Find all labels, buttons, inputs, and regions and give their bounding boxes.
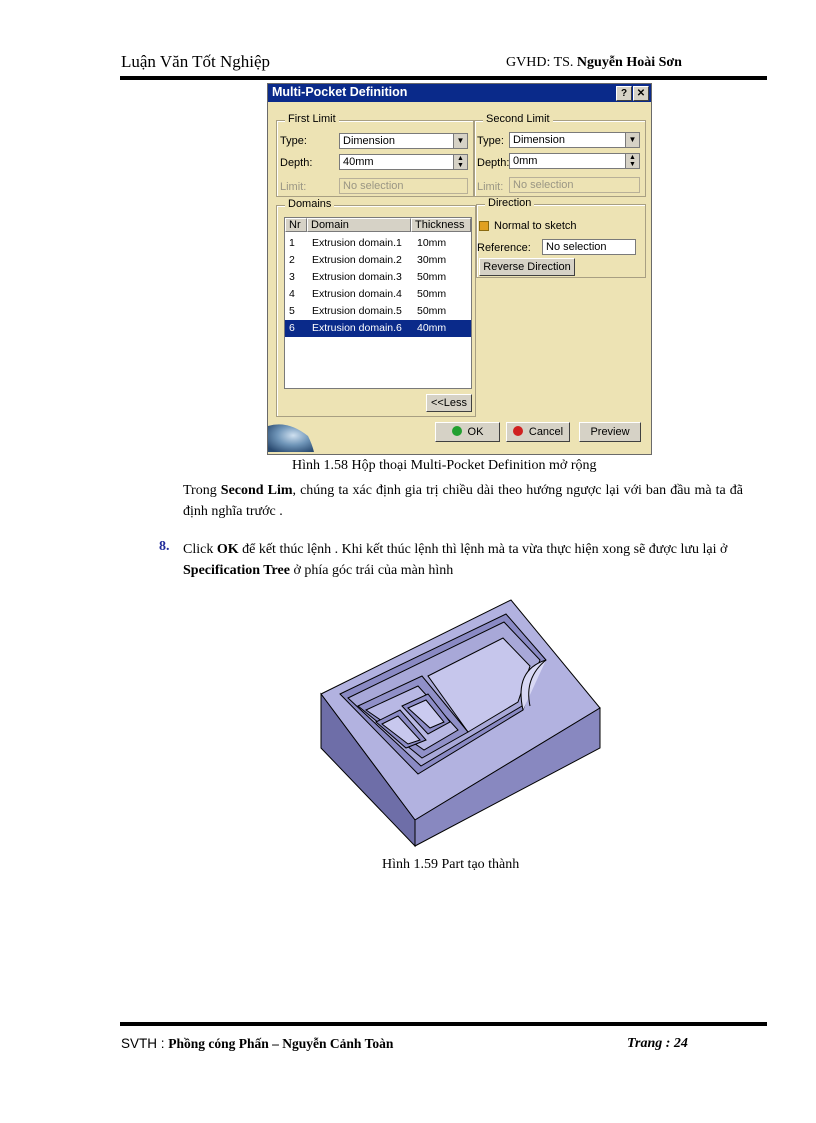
- step8-text-c: ở phía góc trái của màn hình: [289, 563, 454, 578]
- table-row[interactable]: [285, 286, 471, 303]
- normal-to-sketch-checkbox[interactable]: [479, 221, 489, 231]
- normal-to-sketch-label: Normal to sketch: [494, 220, 577, 232]
- second-depth-value: 0mm: [513, 155, 538, 167]
- para1-bold: Second Lim: [220, 483, 293, 498]
- footer-names: Phồng cóng Phấn – Nguyễn Cảnh Toàn: [168, 1036, 394, 1051]
- dialog-title: Multi-Pocket Definition: [272, 85, 408, 99]
- footer-rule: [120, 1022, 767, 1026]
- figure-caption-1-59: Hình 1.59 Part tạo thành: [382, 857, 520, 872]
- ok-label: OK: [467, 426, 484, 438]
- paragraph-second-limit: [183, 480, 743, 522]
- table-row[interactable]: [285, 303, 471, 320]
- ok-button[interactable]: [435, 422, 500, 442]
- first-depth-label: Depth:: [280, 157, 313, 169]
- step-number-8: 8.: [159, 539, 170, 554]
- first-limit-ref-label: Limit:: [280, 181, 307, 193]
- row-nr: 2: [289, 254, 295, 266]
- first-depth-value: 40mm: [343, 156, 374, 168]
- figure-caption-1-58: Hình 1.58 Hộp thoại Multi-Pocket Definition mở rộng: [292, 458, 597, 473]
- row-domain: Extrusion domain.6: [312, 322, 402, 334]
- row-thickness: 50mm: [417, 288, 447, 300]
- spinner-icon[interactable]: ▲ ▼: [453, 155, 467, 169]
- second-limit-ref-field: No selection: [509, 177, 640, 193]
- header-rule: [120, 76, 767, 80]
- close-button[interactable]: ✕: [633, 86, 649, 101]
- ok-icon: [452, 426, 462, 436]
- row-domain: Extrusion domain.4: [312, 288, 402, 300]
- domains-label: Domains: [285, 198, 334, 210]
- cancel-button[interactable]: [506, 422, 570, 442]
- second-depth-field[interactable]: [509, 153, 640, 169]
- second-type-value: Dimension: [513, 134, 565, 146]
- reference-label: Reference:: [477, 242, 531, 254]
- para1-text-b: , chúng ta xác định gia trị chiều dài theo hướng ngược lại với ban đầu mà ta đã định nghĩa trước .: [183, 483, 743, 519]
- second-type-label: Type:: [477, 135, 504, 147]
- chevron-down-icon[interactable]: ▼: [453, 134, 467, 148]
- row-thickness: 10mm: [417, 237, 447, 249]
- spinner-icon[interactable]: ▲ ▼: [625, 154, 639, 168]
- footer-students: [121, 1036, 393, 1052]
- col-thickness-header[interactable]: Thickness: [411, 218, 471, 232]
- preview-button[interactable]: Preview: [579, 422, 641, 442]
- direction-label: Direction: [485, 197, 534, 209]
- step8-bold-ok: OK: [216, 542, 239, 557]
- paragraph-step-8: [183, 539, 743, 581]
- first-type-dropdown[interactable]: [339, 133, 468, 149]
- domains-table[interactable]: [284, 217, 472, 389]
- header-advisor: [506, 55, 682, 71]
- row-nr: 5: [289, 305, 295, 317]
- row-nr: 3: [289, 271, 295, 283]
- first-limit-label: First Limit: [285, 113, 339, 125]
- second-limit-ref-label: Limit:: [477, 181, 504, 193]
- header-advisor-prefix: GVHD: TS.: [506, 55, 577, 70]
- row-thickness: 30mm: [417, 254, 447, 266]
- catia-globe-icon: [268, 406, 314, 452]
- first-limit-ref-field: No selection: [339, 178, 468, 194]
- row-domain: Extrusion domain.5: [312, 305, 402, 317]
- col-nr-header[interactable]: Nr: [285, 218, 307, 232]
- row-thickness: 50mm: [417, 305, 447, 317]
- step8-text-a: Click: [183, 542, 217, 557]
- row-domain: Extrusion domain.2: [312, 254, 402, 266]
- first-type-value: Dimension: [343, 135, 395, 147]
- step8-bold-spec-tree: Specification Tree: [183, 563, 290, 578]
- para1-text-a: Trong: [183, 483, 221, 498]
- header-thesis-title: Luận Văn Tốt Nghiệp: [121, 52, 271, 71]
- dialog-title-bar: [268, 84, 651, 102]
- header-advisor-name: Nguyễn Hoài Sơn: [576, 55, 682, 70]
- row-thickness: 50mm: [417, 271, 447, 283]
- table-row[interactable]: [285, 252, 471, 269]
- first-depth-field[interactable]: [339, 154, 468, 170]
- row-thickness: 40mm: [417, 322, 447, 334]
- step8-text-b: để kết thúc lệnh . Khi kết thúc lệnh thì lệnh mà ta vừa thực hiện xong sẽ được lưu lại ở: [238, 542, 728, 557]
- row-nr: 1: [289, 237, 295, 249]
- footer-page-number: Trang : 24: [627, 1036, 688, 1051]
- less-button[interactable]: <<Less: [426, 394, 472, 412]
- second-type-dropdown[interactable]: [509, 132, 640, 148]
- chevron-down-icon[interactable]: ▼: [625, 133, 639, 147]
- help-button[interactable]: ?: [616, 86, 632, 101]
- part-3d-illustration: [318, 598, 608, 848]
- reverse-direction-button[interactable]: Reverse Direction: [479, 258, 575, 276]
- second-depth-label: Depth:: [477, 157, 510, 169]
- footer-prefix: SVTH :: [121, 1036, 169, 1051]
- col-domain-header[interactable]: Domain: [307, 218, 411, 232]
- row-nr: 4: [289, 288, 295, 300]
- reference-field[interactable]: No selection: [542, 239, 636, 255]
- second-limit-label: Second Limit: [483, 113, 553, 125]
- row-domain: Extrusion domain.3: [312, 271, 402, 283]
- row-domain: Extrusion domain.1: [312, 237, 402, 249]
- table-row-selected[interactable]: [285, 320, 471, 337]
- cancel-label: Cancel: [528, 426, 564, 438]
- row-nr: 6: [289, 322, 295, 334]
- table-row[interactable]: [285, 269, 471, 286]
- cancel-icon: [513, 426, 523, 436]
- first-type-label: Type:: [280, 135, 307, 147]
- multi-pocket-dialog: [267, 83, 652, 455]
- table-row[interactable]: [285, 235, 471, 252]
